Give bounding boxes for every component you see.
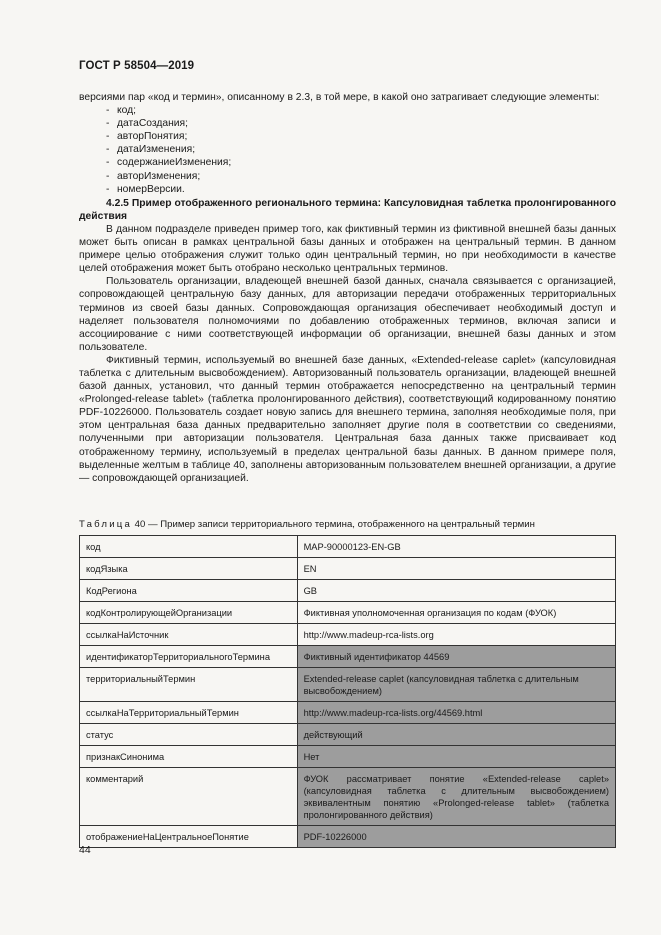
body-text <box>79 91 616 485</box>
field-value-highlighted: Нет <box>297 746 615 768</box>
table-row <box>80 558 616 580</box>
field-name: статус <box>80 724 298 746</box>
table-row <box>80 668 616 702</box>
field-name: признакСинонима <box>80 746 298 768</box>
section-heading: 4.2.5 Пример отображенного регионального термина: Капсуловидная таблетка пролонгированного действия <box>79 197 616 222</box>
list-item: - авторПонятия; <box>106 131 188 143</box>
table-row <box>80 746 616 768</box>
section-paragraph: Фиктивный термин, используемый во внешней базе данных, «Extended-release caplet» (капсуловидная таблетка с длительным высвобождением). Авторизованный пользователь организации, владеющей внешней базой данных, установил, что данный термин отображается непосредственно на центральный термин «Prolonged-release tablet» (таблетка пролонгированного действия), соответствующий кодированному понятию PDF-10226000. Пользователь создает новую запись для внешнего термина, заполняя необходимые поля, при этом центральная база данных предварительно заполняет другие поля в соответствии со сведениями, полученными при авторизации пользователя. Центральная база данных также присваивает код отображенному термину, используемый в пределах центральной базы данных. В данном примере поля, выделенные желтым в таблице 40, заполнены авторизованным пользователем внешней организации, а другие — сопровождающей организацией. <box>79 354 616 484</box>
table-row <box>80 580 616 602</box>
field-name: код <box>80 536 298 558</box>
section-paragraph: В данном подразделе приведен пример того, как фиктивный термин из фиктивной внешней базы данных может быть описан в рамках центральной базы данных и отображен на центральный термин. В данном примере целью отображения служит только один центральный термин, но при необходимости в качестве целей отображения может быть отобрано несколько центральных терминов. <box>79 223 616 275</box>
standard-header: ГОСТ Р 58504—2019 <box>79 60 195 72</box>
field-name: ссылкаНаИсточник <box>80 624 298 646</box>
intro-paragraph: версиями пар «код и термин», описанному в 2.3, в той мере, в какой оно затрагивает следующие элементы: <box>79 92 600 103</box>
list-item: - авторИзменения; <box>106 170 201 182</box>
field-name: ссылкаНаТерриториальныйТермин <box>80 702 298 724</box>
field-value: http://www.madeup-rca-lists.org <box>297 624 615 646</box>
field-value-highlighted: http://www.madeup-rca-lists.org/44569.html <box>297 702 615 724</box>
field-name: кодЯзыка <box>80 558 298 580</box>
field-name: территориальныйТермин <box>80 668 298 702</box>
table-row <box>80 624 616 646</box>
page-number: 44 <box>79 844 91 856</box>
table-row <box>80 724 616 746</box>
field-name: кодКонтролирующейОрганизации <box>80 602 298 624</box>
field-value: EN <box>297 558 615 580</box>
list-item: - содержаниеИзменения; <box>106 157 232 169</box>
table-row <box>80 602 616 624</box>
section-paragraph: Пользователь организации, владеющей внешней базой данных, сначала связывается с организацией, сопровождающей центральную базу данных, для авторизации передачи отображенных территориальных терминов из своей базы данных. Сопровождающая организация обеспечивает необходимый доступ и наделяет пользователя полномочиями по добавлению отображенных терминов, включая записи и ассоциирование с ними соответствующей информации об организации, внешней базы данных и этом пользователе. <box>79 276 616 353</box>
list-item: - датаИзменения; <box>106 144 196 156</box>
table-row <box>80 768 616 826</box>
field-value-highlighted: действующий <box>297 724 615 746</box>
list-item: - код; <box>106 105 136 117</box>
list-item: - номерВерсии. <box>106 183 185 195</box>
field-value-highlighted: Фиктивный идентификатор 44569 <box>297 646 615 668</box>
field-value-highlighted: Extended-release caplet (капсуловидная таблетка с длительным высвобождением) <box>297 668 615 702</box>
field-value-highlighted: ФУОК рассматривает понятие «Extended-release caplet» (капсуловидная таблетка с длительным высвобождением) эквивалентным понятию «Prolonged-release tablet» (таблетка пролонгированного действия) <box>297 768 615 826</box>
field-name: комментарий <box>80 768 298 826</box>
table-caption: Таблица 40 — Пример записи территориального термина, отображенного на центральный термин <box>79 519 535 530</box>
field-value-highlighted: PDF-10226000 <box>297 826 615 848</box>
field-value: MAP-90000123-EN-GB <box>297 536 615 558</box>
field-value: GB <box>297 580 615 602</box>
list-item: - датаСоздания; <box>106 118 188 130</box>
field-name: КодРегиона <box>80 580 298 602</box>
field-value: Фиктивная уполномоченная организация по кодам (ФУОК) <box>297 602 615 624</box>
field-name: отображениеНаЦентральноеПонятие <box>80 826 298 848</box>
field-name: идентификаторТерриториальногоТермина <box>80 646 298 668</box>
table-row <box>80 826 616 848</box>
element-list <box>79 104 616 196</box>
mapping-table <box>79 535 616 848</box>
table-row <box>80 646 616 668</box>
table-row <box>80 536 616 558</box>
table-row <box>80 702 616 724</box>
